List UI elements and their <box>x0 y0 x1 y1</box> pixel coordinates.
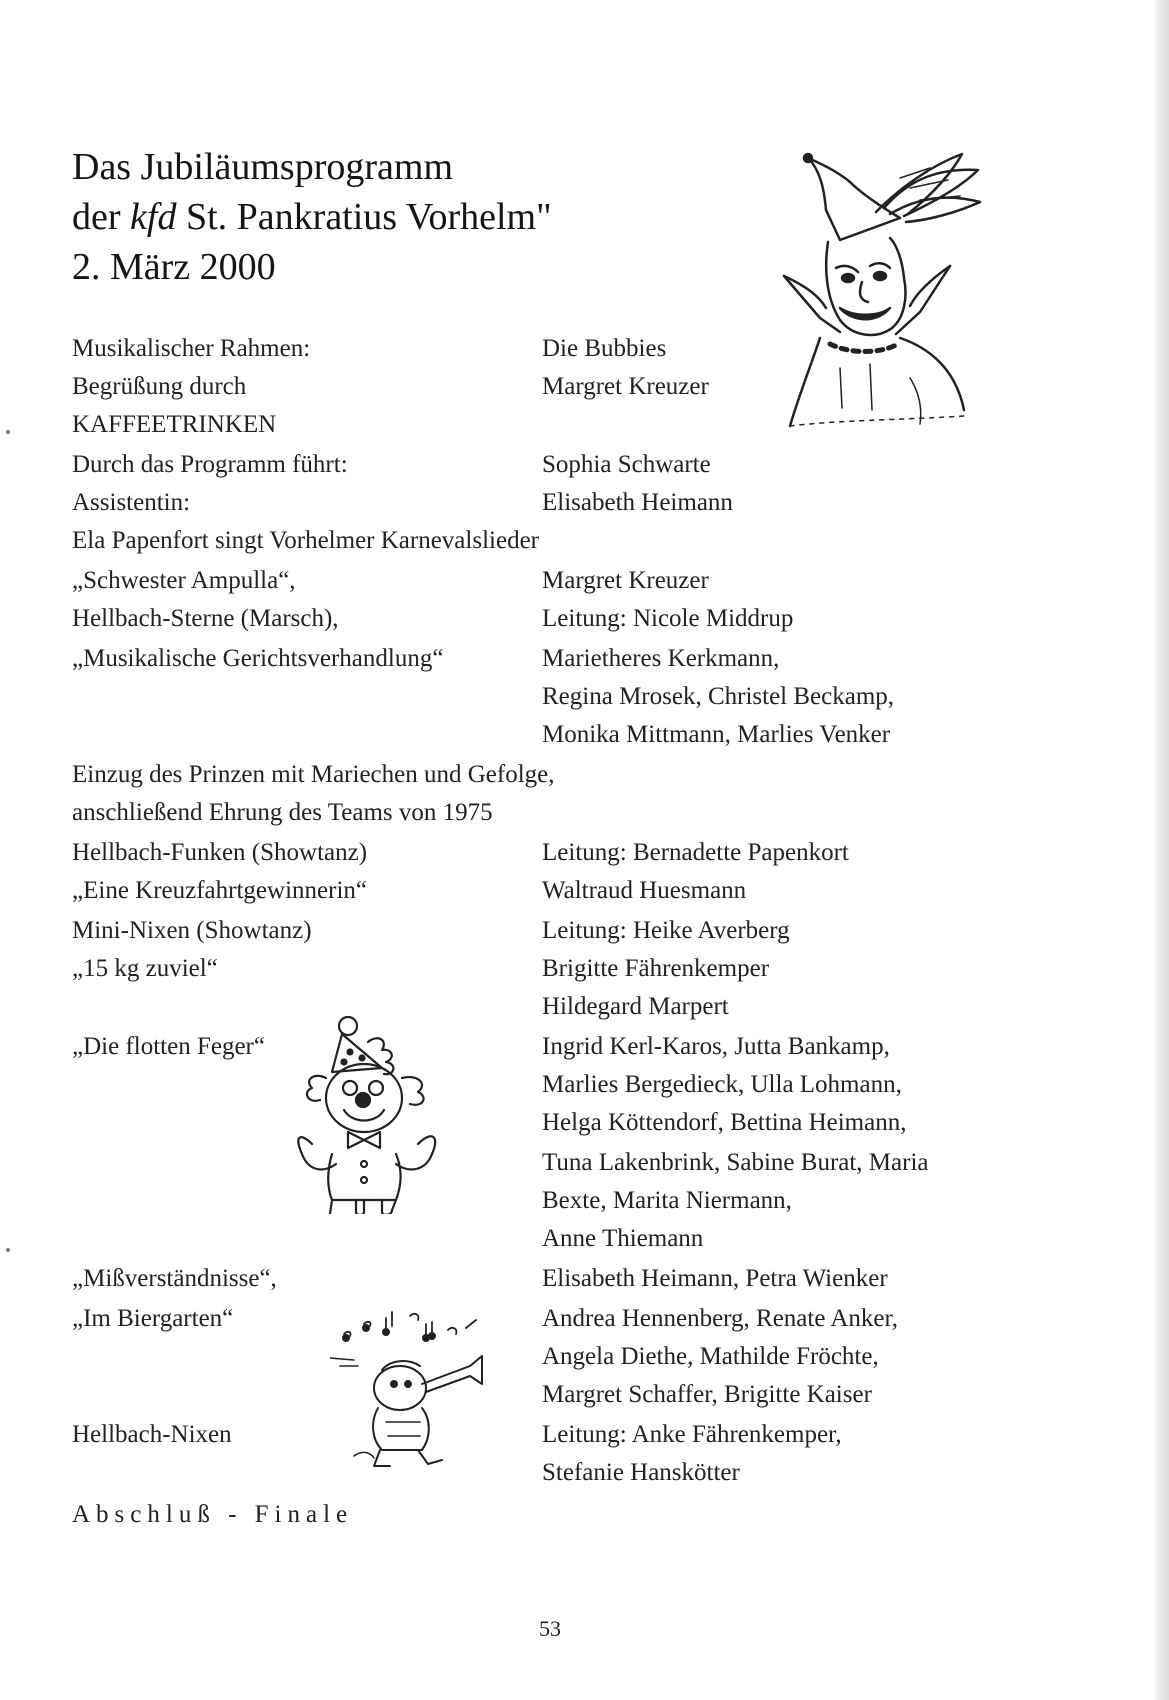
program-right-15: Leitung: Heike Averberg <box>542 917 790 944</box>
program-right-17: Hildegard Marpert <box>542 993 729 1020</box>
program-right-23: Anne Thiemann <box>542 1225 704 1252</box>
trumpeter-illustration <box>330 1300 510 1470</box>
program-right-13: Leitung: Bernadette Papenkort <box>542 839 849 866</box>
program-left-3: Durch das Programm führt: <box>72 451 348 478</box>
program-right-25: Andrea Hennenberg, Renate Anker, <box>542 1305 899 1332</box>
program-left-5: Ela Papenfort singt Vorhelmer Karnevalslieder <box>72 527 539 554</box>
program-right-20: Helga Köttendorf, Bettina Heimann, <box>542 1109 907 1136</box>
program-right-21: Tuna Lakenbrink, Sabine Burat, Maria <box>542 1149 929 1176</box>
document-title <box>72 142 552 292</box>
program-left-0: Musikalischer Rahmen: <box>72 335 311 362</box>
program-left-18: „Die flotten Feger“ <box>72 1033 265 1060</box>
program-left-15: Mini-Nixen (Showtanz) <box>72 917 312 944</box>
program-left-11: Einzug des Prinzen mit Mariechen und Gefolge, <box>72 761 555 788</box>
program-left-13: Hellbach-Funken (Showtanz) <box>72 839 368 866</box>
program-right-29: Stefanie Hanskötter <box>542 1459 740 1486</box>
program-right-0: Die Bubbies <box>542 335 667 362</box>
program-right-24: Elisabeth Heimann, Petra Wienker <box>542 1265 888 1292</box>
program-right-18: Ingrid Kerl-Karos, Jutta Bankamp, <box>542 1033 890 1060</box>
program-right-27: Margret Schaffer, Brigitte Kaiser <box>542 1381 872 1408</box>
program-right-7: Leitung: Nicole Middrup <box>542 605 794 632</box>
program-left-7: Hellbach-Sterne (Marsch), <box>72 605 339 632</box>
title-line-1: Das Jubiläumsprogramm <box>72 146 454 188</box>
scan-mark <box>6 1248 10 1252</box>
program-left-6: „Schwester Ampulla“, <box>72 567 296 594</box>
clown-illustration <box>292 1014 482 1214</box>
program-right-6: Margret Kreuzer <box>542 567 709 594</box>
program-left-16: „15 kg zuviel“ <box>72 955 218 982</box>
scan-mark <box>6 430 10 434</box>
program-left-14: „Eine Kreuzfahrtgewinnerin“ <box>72 877 367 904</box>
program-right-28: Leitung: Anke Fährenkemper, <box>542 1421 842 1448</box>
program-left-8: „Musikalische Gerichtsverhandlung“ <box>72 645 444 672</box>
program-left-1: Begrüßung durch <box>72 373 247 400</box>
program-left-24: „Mißverständnisse“, <box>72 1265 277 1292</box>
finale-heading: Abschluß - Finale <box>72 1501 354 1528</box>
program-left-2: KAFFEETRINKEN <box>72 411 277 438</box>
program-right-26: Angela Diethe, Mathilde Fröchte, <box>542 1343 879 1370</box>
program-right-22: Bexte, Marita Niermann, <box>542 1187 792 1214</box>
program-right-1: Margret Kreuzer <box>542 373 709 400</box>
program-right-4: Elisabeth Heimann <box>542 489 733 516</box>
program-right-8: Marietheres Kerkmann, <box>542 645 780 672</box>
program-right-9: Regina Mrosek, Christel Beckamp, <box>542 683 895 710</box>
program-right-16: Brigitte Fährenkemper <box>542 955 770 982</box>
title-line-3: 2. März 2000 <box>72 246 276 288</box>
page-number: 53 <box>539 1616 561 1641</box>
program-left-4: Assistentin: <box>72 489 191 516</box>
program-right-10: Monika Mittmann, Marlies Venker <box>542 721 891 748</box>
program-left-25: „Im Biergarten“ <box>72 1305 234 1332</box>
program-right-14: Waltraud Huesmann <box>542 877 747 904</box>
page-edge <box>1155 0 1169 1700</box>
program-right-3: Sophia Schwarte <box>542 451 711 478</box>
title-line-2-pre: der <box>72 196 131 238</box>
program-left-28: Hellbach-Nixen <box>72 1421 232 1448</box>
title-line-2-post: St. Pankratius Vorhelm" <box>176 196 552 238</box>
jester-illustration <box>780 148 990 428</box>
title-line-2 <box>72 192 552 242</box>
program-right-19: Marlies Bergedieck, Ulla Lohmann, <box>542 1071 902 1098</box>
program-left-12: anschließend Ehrung des Teams von 1975 <box>72 799 493 826</box>
title-line-2-emphasis: kfd <box>130 196 177 238</box>
